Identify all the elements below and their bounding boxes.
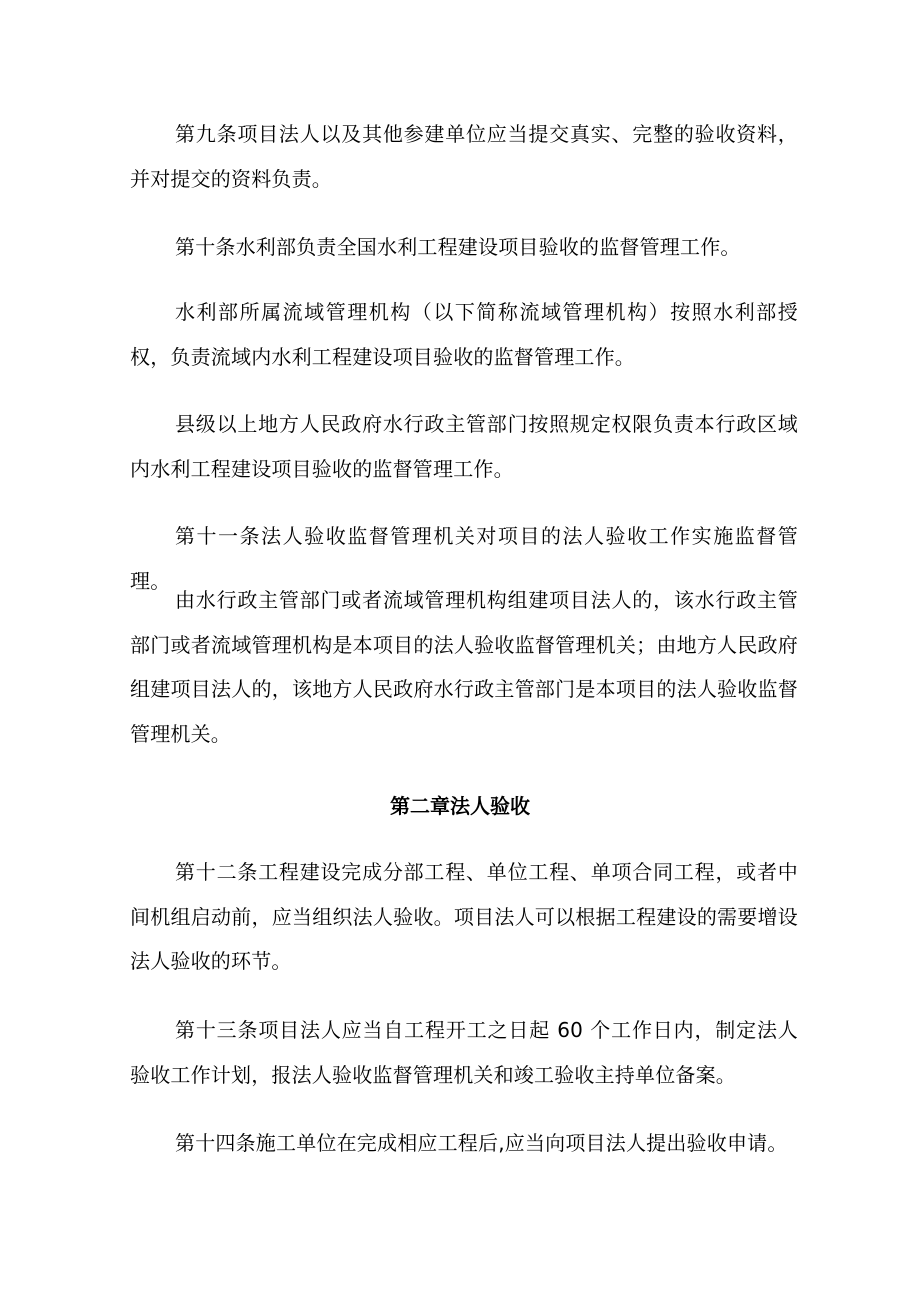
local-government-paragraph: 县级以上地方人民政府水行政主管部门按照规定权限负责本行政区域内水利工程建设项目验收的监督管理工作。: [130, 412, 798, 481]
article-11-paragraph: 第十一条法人验收监督管理机关对项目的法人验收工作实施监督管理。: [130, 524, 798, 593]
article-13-paragraph: 第十三条项目法人应当自工程开工之日起 60 个工作日内，制定法人验收工作计划，报法人验收监督管理机关和竣工验收主持单位备案。: [130, 1018, 798, 1087]
article-12-paragraph: 第十二条工程建设完成分部工程、单位工程、单项合同工程，或者中间机组启动前，应当组织法人验收。项目法人可以根据工程建设的需要增设法人验收的环节。: [130, 860, 798, 973]
chapter-heading: 第二章法人验收: [390, 794, 530, 818]
article-10-paragraph: 第十条水利部负责全国水利工程建设项目验收的监督管理工作。: [175, 235, 741, 259]
article-14-paragraph: 第十四条施工单位在完成相应工程后,应当向项目法人提出验收申请。: [175, 1131, 788, 1155]
supervision-authority-paragraph: 由水行政主管部门或者流域管理机构组建项目法人的，该水行政主管部门或者流域管理机构是本项目的法人验收监督管理机关；由地方人民政府组建项目法人的，该地方人民政府水行政主管部门是本项目的法人验收监督管理机关。: [130, 588, 798, 746]
article-9-paragraph: 第九条项目法人以及其他参建单位应当提交真实、完整的验收资料，并对提交的资料负责。: [130, 122, 798, 191]
basin-authority-paragraph: 水利部所属流域管理机构（以下简称流域管理机构）按照水利部授权，负责流域内水利工程建设项目验收的监督管理工作。: [130, 300, 798, 369]
